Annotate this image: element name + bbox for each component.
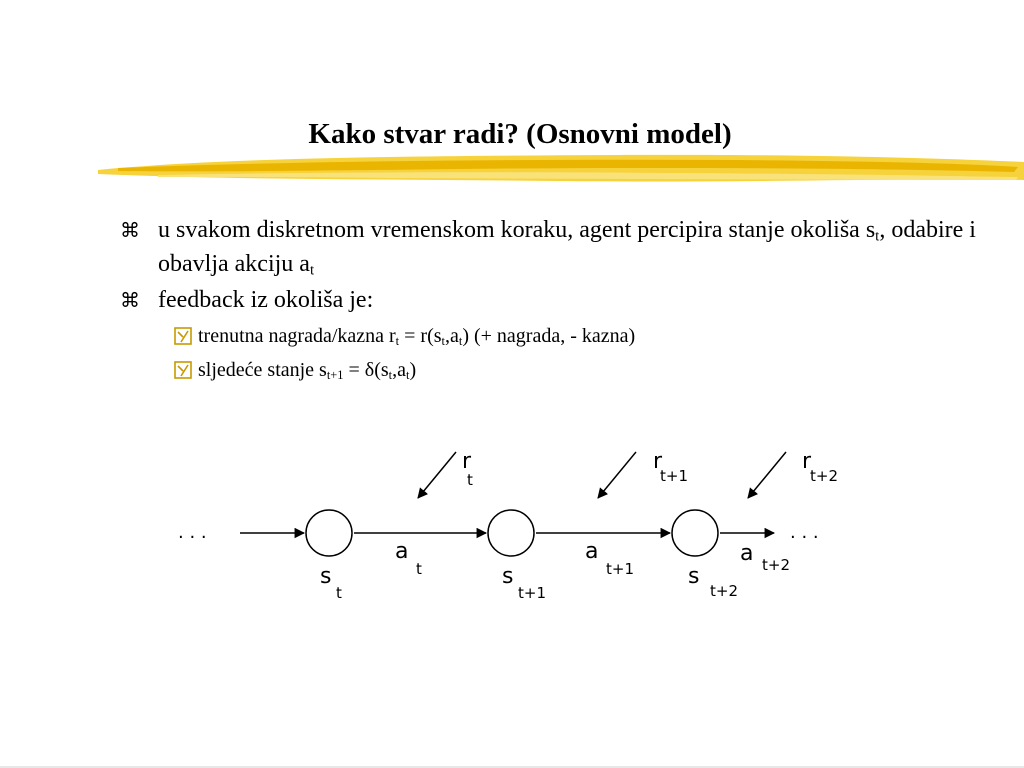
reward-label: r: [802, 449, 812, 474]
state-label: s: [688, 564, 700, 589]
action-label: a: [395, 539, 409, 564]
sub-bullet-item: [174, 355, 980, 385]
action-label: a: [740, 541, 754, 566]
reward-label-sub: t+1: [660, 467, 688, 485]
bullet-text: feedback iz okoliša je:: [158, 287, 374, 313]
state-label-sub: t: [336, 584, 342, 602]
reward-label: r: [653, 449, 663, 474]
checkbox-icon: [174, 327, 192, 345]
bullet-list: [120, 213, 980, 385]
sub-bullet-text: sljedeće stanje $s_{t+1} = \delta(s_t,a_t)$: [198, 359, 417, 383]
action-label-sub: t+1: [606, 560, 634, 578]
command-key-icon: ⌘: [120, 218, 140, 242]
slide-title: Kako stvar radi? (Osnovni model): [308, 118, 732, 150]
state-label-sub: t+1: [518, 584, 546, 602]
bullet-item: [120, 283, 980, 317]
checkbox-icon: [174, 361, 192, 379]
state-label-sub: t+2: [710, 582, 738, 600]
reward-arrow: [748, 452, 786, 498]
ellipsis-left: . . .: [178, 522, 207, 543]
reward-arrow: [598, 452, 636, 498]
sub-bullet-item: [174, 321, 980, 351]
bullet-text: u svakom diskretnom vremenskom koraku, agent percipira stanje okoliša $s_t$, odabire i obavlja akciju $a_t$: [158, 217, 976, 279]
action-label: a: [585, 539, 599, 564]
bullet-item: [120, 213, 980, 281]
state-node: [488, 510, 534, 556]
ellipsis-right: . . .: [790, 522, 819, 543]
state-label: s: [502, 564, 514, 589]
reward-label-sub: t+2: [810, 467, 838, 485]
command-key-icon: ⌘: [120, 288, 140, 312]
reward-label-sub: t: [467, 471, 473, 489]
title-underline-brush: [98, 150, 1024, 188]
state-node: [672, 510, 718, 556]
action-label-sub: t+2: [762, 556, 790, 574]
agent-environment-diagram: [170, 440, 860, 615]
state-label: s: [320, 564, 332, 589]
state-node: [306, 510, 352, 556]
sub-bullet-text: trenutna nagrada/kazna $r_t = r(s_t,a_t)$ (+ nagrada, - kazna): [198, 325, 636, 349]
reward-arrow: [418, 452, 456, 498]
reward-label: r: [462, 449, 472, 474]
action-label-sub: t: [416, 560, 422, 578]
